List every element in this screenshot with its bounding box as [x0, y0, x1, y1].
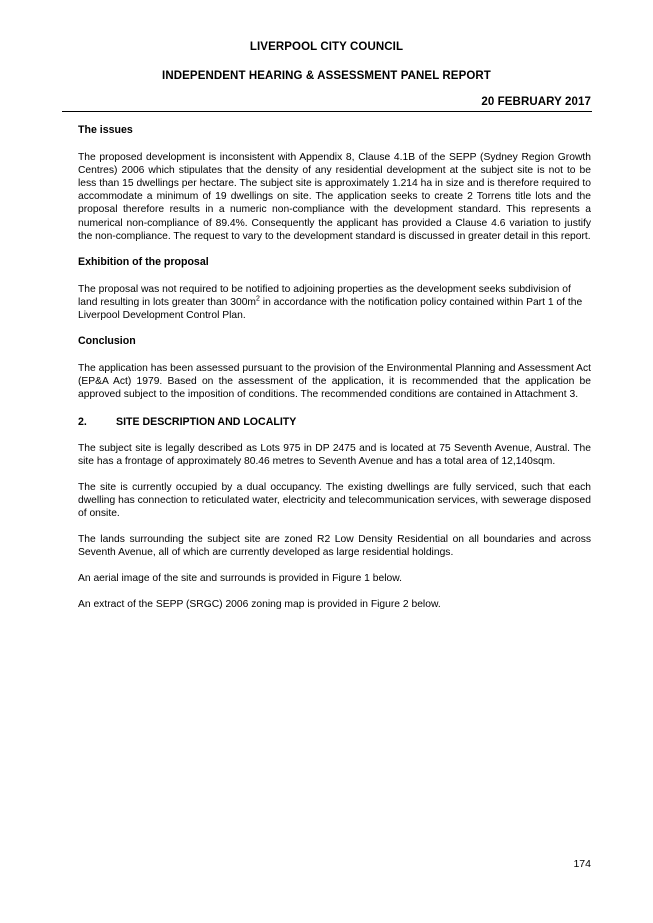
exhibition-text-part1: The proposal was not required to be notified to adjoining properties as the development seeks subdivision of land resulting in lots greater than 300m	[78, 283, 571, 308]
report-date: 20 FEBRUARY 2017	[481, 96, 591, 108]
section-title: SITE DESCRIPTION AND LOCALITY	[116, 415, 297, 428]
header-rule	[62, 111, 592, 112]
site-paragraph-2: The site is currently occupied by a dual occupancy. The existing dwellings are fully serviced, such that each dwelling has connection to reticulated water, electricity and telecommunication services, with sewerage disposed of onsite.	[78, 481, 591, 519]
conclusion-paragraph: The application has been assessed pursuant to the provision of the Environmental Planning and Assessment Act (EP&A Act) 1979. Based on the assessment of the application, it is recommended that the application be approved subject to the imposition of conditions. The recommended conditions are contained in Attachment 3.	[78, 363, 591, 401]
page-number: 174	[573, 858, 591, 870]
council-name: LIVERPOOL CITY COUNCIL	[249, 41, 404, 53]
issues-paragraph: The proposed development is inconsistent with Appendix 8, Clause 4.1B of the SEPP (Sydney Region Growth Centres) 2006 which stipulates that the density of any residential development at the subject site is not to be less than 15 dwellings per hectare. The subject site is approximately 1.214 ha in size and is therefore required to accommodate a minimum of 19 dwellings on site. The application seeks to create 2 Torrens title lots and the proposal therefore results in a numeric non-compliance with the development standard. This represents a numerical non-compliance of 89.4%. Consequently the applicant has provided a Clause 4.6 variation to justify the non-compliance. The request to vary to the development standard is discussed in greater detail in this report.	[78, 152, 591, 242]
site-section-heading	[78, 416, 591, 429]
superscript-two: 2	[256, 295, 260, 303]
site-paragraph-5: An extract of the SEPP (SRGC) 2006 zoning map is provided in Figure 2 below.	[78, 599, 441, 611]
report-title: INDEPENDENT HEARING & ASSESSMENT PANEL REPORT	[162, 70, 491, 82]
exhibition-text-part2: in accordance with the notification policy contained within Part 1 of the Liverpool Development Control Plan.	[78, 296, 583, 322]
conclusion-heading: Conclusion	[78, 335, 136, 348]
site-paragraph-1: The subject site is legally described as Lots 975 in DP 2475 and is located at 75 Seventh Avenue, Austral. The site has a frontage of approximately 80.46 metres to Seventh Avenue and has a total area of 12,140sqm.	[78, 442, 591, 467]
issues-heading: The issues	[78, 124, 133, 136]
exhibition-paragraph	[78, 283, 591, 322]
section-number: 2.	[78, 415, 87, 428]
site-paragraph-3: The lands surrounding the subject site are zoned R2 Low Density Residential on all boundaries and across Seventh Avenue, all of which are currently developed as large residential holdings.	[78, 534, 591, 559]
exhibition-heading: Exhibition of the proposal	[78, 255, 209, 268]
site-paragraph-4: An aerial image of the site and surrounds is provided in Figure 1 below.	[78, 573, 402, 585]
report-body	[78, 124, 591, 611]
